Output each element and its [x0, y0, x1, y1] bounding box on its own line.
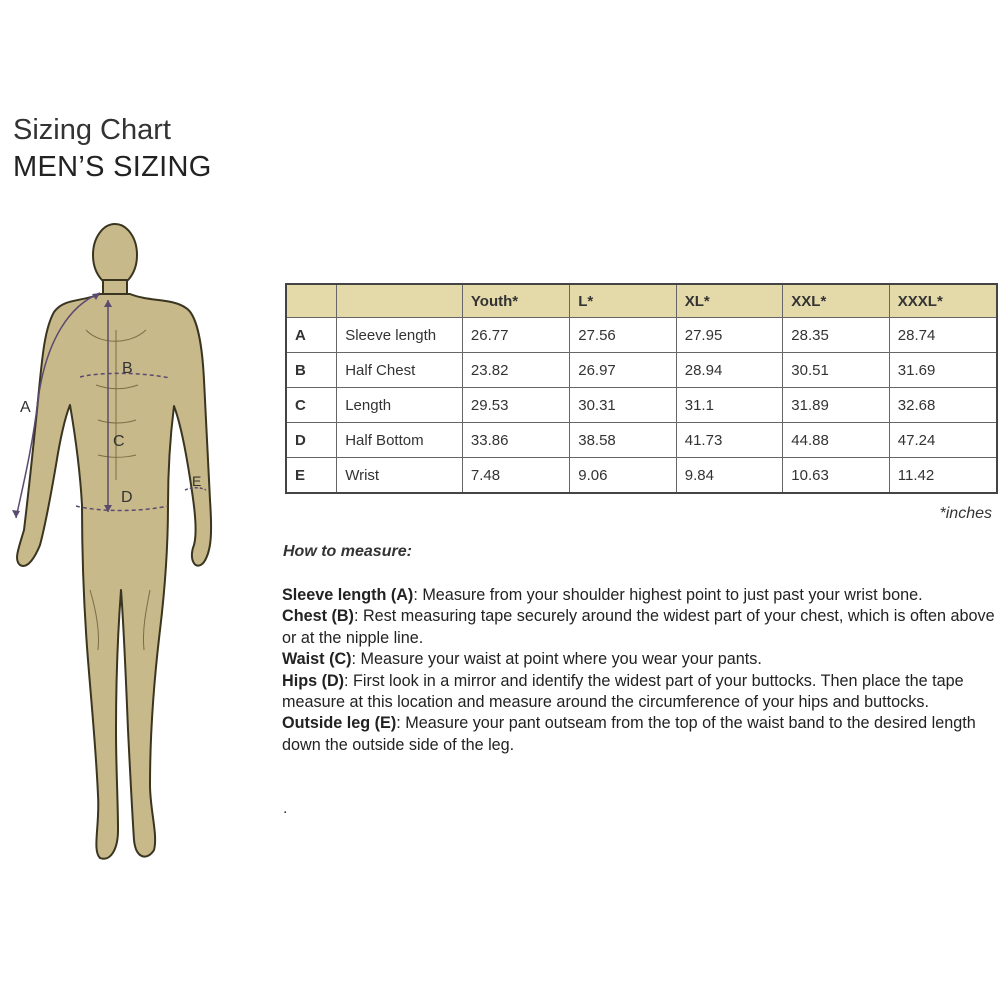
- table-header-row: [286, 284, 997, 318]
- table-cell: 26.77: [462, 318, 569, 353]
- measurement-instructions: [282, 585, 998, 756]
- row-label: Half Bottom: [337, 423, 463, 458]
- table-row: [286, 458, 997, 494]
- label-a: A: [20, 399, 31, 416]
- instruction-text: : Measure from your shoulder highest point to just past your wrist bone.: [413, 586, 923, 604]
- row-code: D: [286, 423, 337, 458]
- table-cell: 27.56: [570, 318, 677, 353]
- instruction-text: : Rest measuring tape securely around the widest part of your chest, which is often above or at the nipple line.: [282, 607, 995, 647]
- unit-note: *inches: [939, 505, 992, 522]
- table-cell: 38.58: [570, 423, 677, 458]
- instruction-term: Waist (C): [282, 650, 352, 669]
- table-cell: 32.68: [889, 388, 997, 423]
- table-cell: 41.73: [676, 423, 783, 458]
- table-cell: 47.24: [889, 423, 997, 458]
- table-cell: 9.06: [570, 458, 677, 494]
- table-cell: 31.69: [889, 353, 997, 388]
- row-code: C: [286, 388, 337, 423]
- instruction-text: : Measure your waist at point where you wear your pants.: [351, 650, 762, 669]
- body-silhouette: [17, 224, 211, 859]
- row-code: A: [286, 318, 337, 353]
- table-row: [286, 353, 997, 388]
- instruction-item: [282, 606, 998, 649]
- table-row: [286, 388, 997, 423]
- row-code: E: [286, 458, 337, 494]
- table-row: [286, 318, 997, 353]
- label-b: B: [122, 360, 133, 377]
- instruction-item: [282, 671, 998, 714]
- table-cell: 33.86: [462, 423, 569, 458]
- table-cell: 44.88: [783, 423, 890, 458]
- howto-title: How to measure:: [283, 543, 412, 560]
- instruction-term: Hips (D): [282, 671, 345, 690]
- table-cell: 31.89: [783, 388, 890, 423]
- table-cell: 7.48: [462, 458, 569, 494]
- row-code: B: [286, 353, 337, 388]
- instruction-item: [282, 713, 998, 756]
- column-header: XXXL*: [889, 284, 997, 318]
- column-header: XXL*: [783, 284, 890, 318]
- table-cell: 30.31: [570, 388, 677, 423]
- page-title: Sizing Chart: [13, 114, 171, 146]
- instruction-term: Sleeve length (A): [282, 586, 414, 604]
- table-cell: 27.95: [676, 318, 783, 353]
- row-label: Wrist: [337, 458, 463, 494]
- page-subtitle: MEN’S SIZING: [13, 151, 212, 183]
- column-header: Youth*: [462, 284, 569, 318]
- table-cell: 23.82: [462, 353, 569, 388]
- label-d: D: [121, 489, 133, 506]
- table-cell: 28.94: [676, 353, 783, 388]
- row-label: Sleeve length: [337, 318, 463, 353]
- column-header: L*: [570, 284, 677, 318]
- instruction-text: : First look in a mirror and identify the widest part of your buttocks. Then place the tape measure at this location and measure around the circumference of your hips and buttocks.: [282, 671, 964, 712]
- table-cell: 11.42: [889, 458, 997, 494]
- table-cell: 28.74: [889, 318, 997, 353]
- table-cell: 10.63: [783, 458, 890, 494]
- table-cell: 9.84: [676, 458, 783, 494]
- size-table: [285, 283, 998, 494]
- instruction-term: Outside leg (E): [282, 714, 397, 733]
- table-cell: 31.1: [676, 388, 783, 423]
- instruction-term: Chest (B): [282, 607, 354, 626]
- column-header: [286, 284, 337, 318]
- instruction-item: [282, 585, 998, 606]
- table-cell: 28.35: [783, 318, 890, 353]
- instruction-text: : Measure your pant outseam from the top of the waist band to the desired length down the outside side of the leg.: [282, 714, 976, 754]
- body-measurement-figure: [0, 210, 240, 900]
- table-cell: 30.51: [783, 353, 890, 388]
- row-label: Half Chest: [337, 353, 463, 388]
- table-row: [286, 423, 997, 458]
- column-header: XL*: [676, 284, 783, 318]
- row-label: Length: [337, 388, 463, 423]
- table-cell: 29.53: [462, 388, 569, 423]
- label-e: E: [192, 473, 202, 489]
- instruction-item: [282, 649, 998, 670]
- column-header: [337, 284, 463, 318]
- trailing-dot: .: [283, 800, 288, 817]
- table-cell: 26.97: [570, 353, 677, 388]
- label-c: C: [113, 433, 125, 450]
